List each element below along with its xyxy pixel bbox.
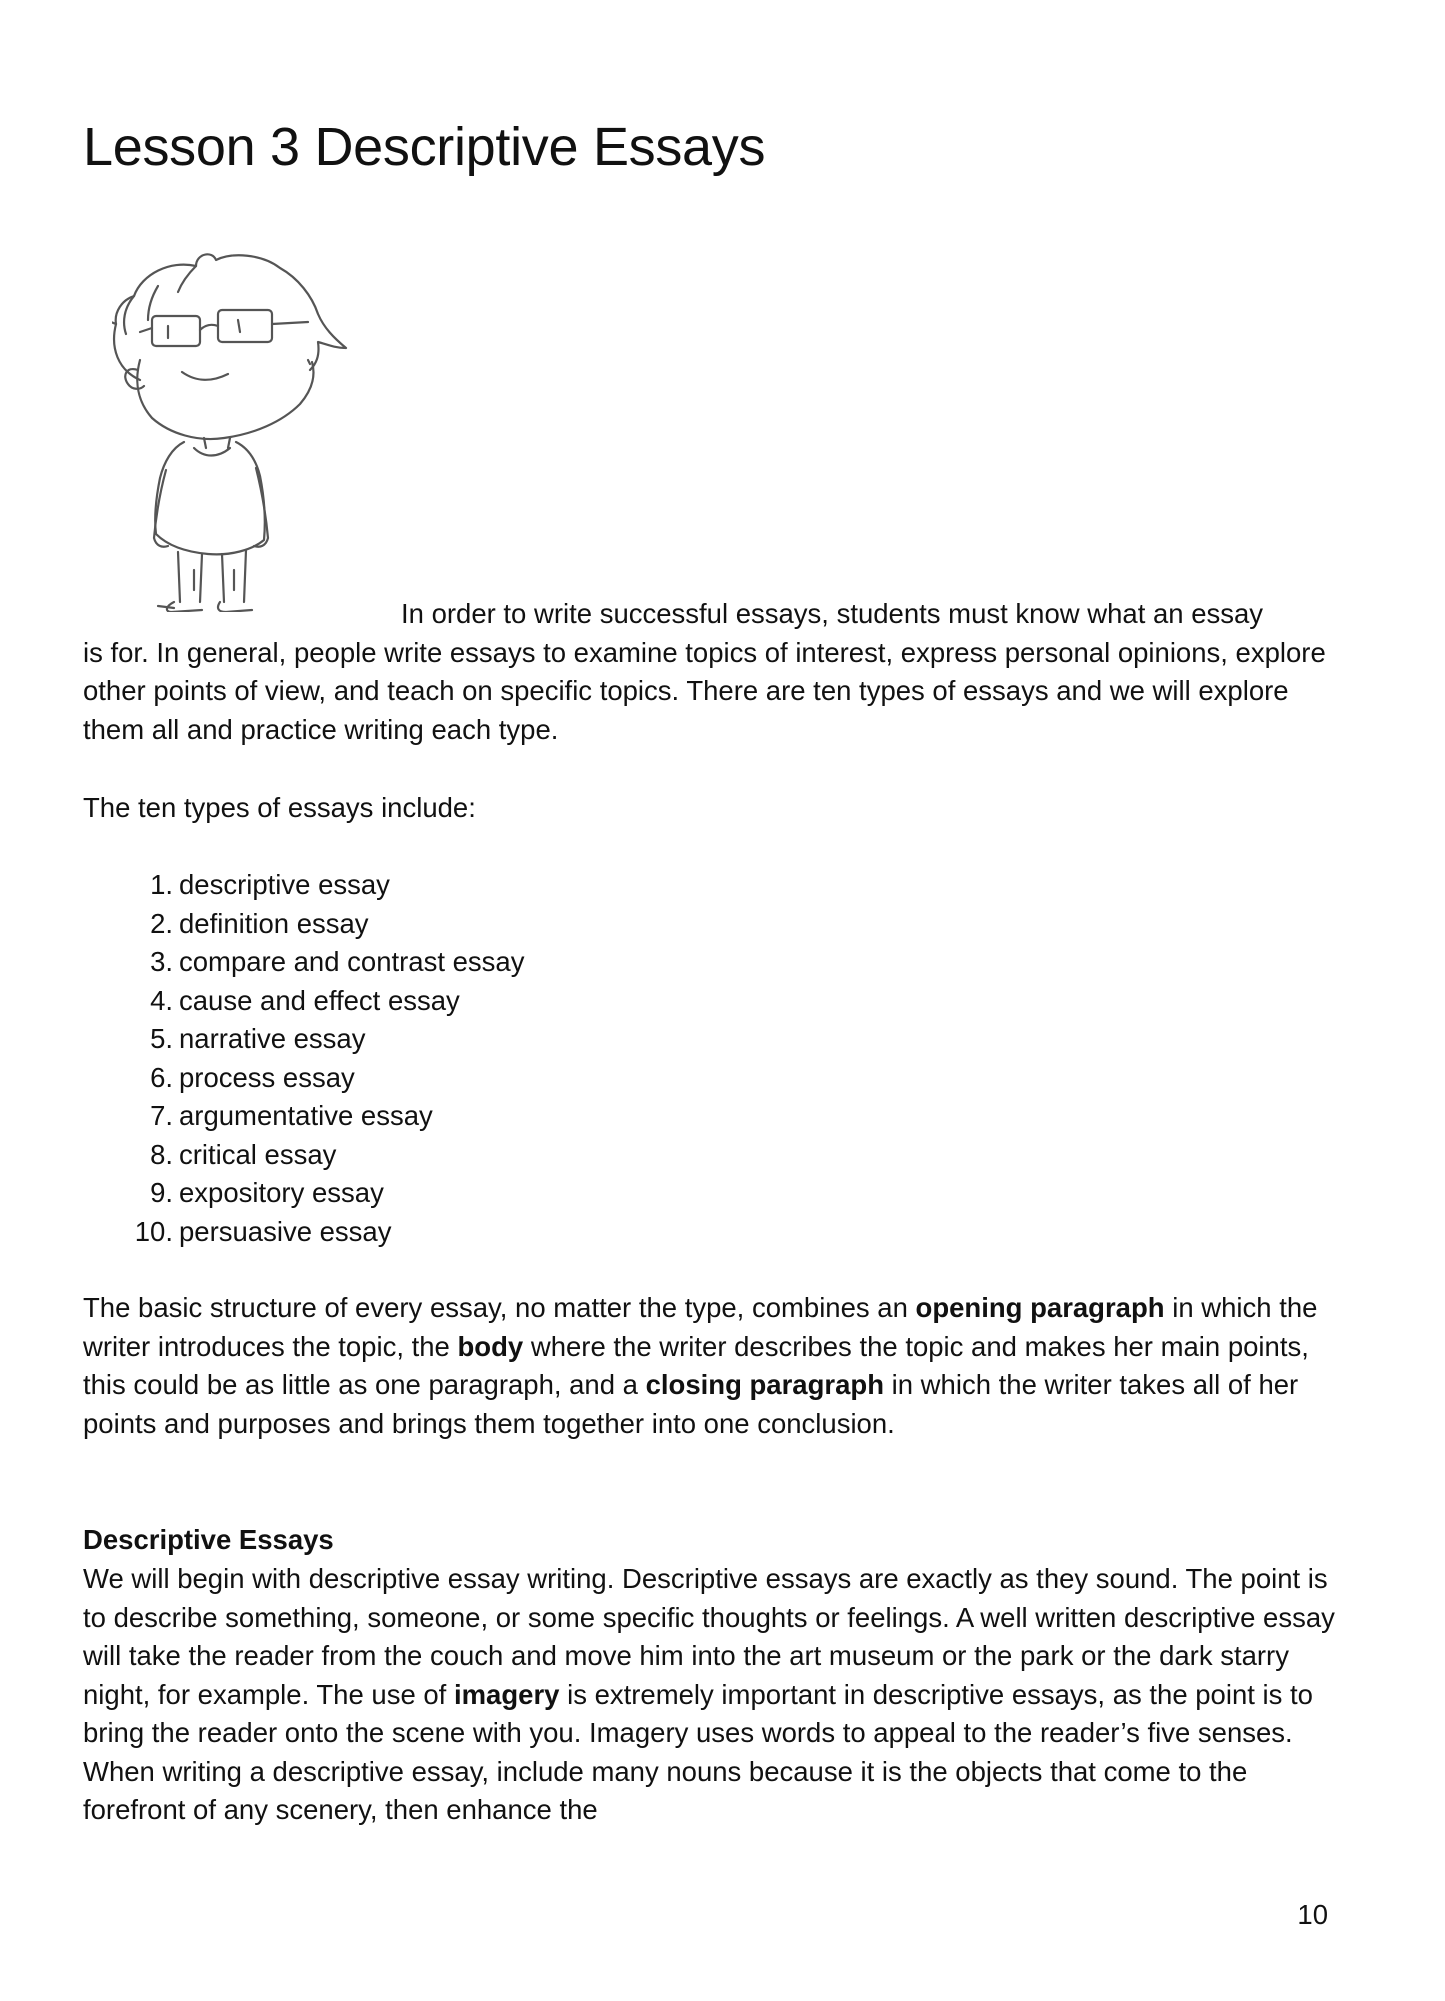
types-intro: The ten types of essays include: xyxy=(83,792,476,823)
structure-paragraph xyxy=(83,1289,1353,1443)
list-item xyxy=(83,1213,524,1252)
list-item-label: cause and effect essay xyxy=(179,984,460,1016)
list-number: 2. xyxy=(150,907,173,939)
boy-sketch-icon xyxy=(112,252,402,612)
list-number: 3. xyxy=(150,946,173,977)
list-number: 9. xyxy=(150,1177,173,1208)
list-number: 6. xyxy=(150,1061,173,1093)
intro-rest: is for. In general, people write essays to examine topics of interest, express personal opinions, explore other points of view, and teach on specific topics. There are ten types of essays and we will explore them all and practice writing each type. xyxy=(83,636,1326,745)
structure-text: in which the writer takes all of her points and purposes and brings them together into one conclusion. xyxy=(83,1369,1299,1439)
list-item-label: compare and contrast essay xyxy=(179,946,525,977)
list-number: 4. xyxy=(150,984,173,1016)
list-item-label: descriptive essay xyxy=(179,869,390,900)
page-title: Lesson 3 Descriptive Essays xyxy=(83,117,766,177)
opening-paragraph-term: opening paragraph xyxy=(915,1292,1165,1323)
descriptive-text: is extremely important in descriptive essays, as the point is to bring the reader onto the scene with you. Imagery uses words to appeal to the reader’s five senses. When writing a descriptive essay, include many nouns because it is the objects that come to the forefront of any scenery, then enhance the xyxy=(83,1678,1313,1825)
essay-types-list xyxy=(83,866,524,1251)
list-item-label: argumentative essay xyxy=(179,1100,433,1131)
list-number: 8. xyxy=(150,1138,173,1170)
list-item xyxy=(83,1174,524,1213)
imagery-term: imagery xyxy=(453,1678,560,1710)
body-term: body xyxy=(457,1330,524,1362)
structure-text: where the writer describes the topic and makes her main points, this could be as little as one paragraph, and a xyxy=(83,1330,1309,1400)
list-number: 10. xyxy=(134,1215,173,1247)
list-number: 1. xyxy=(150,869,173,900)
page-number: 10 xyxy=(1297,1899,1328,1930)
list-item-label: definition essay xyxy=(179,907,369,939)
structure-text: in which the writer introduces the topic, the xyxy=(83,1292,1318,1362)
list-item-label: persuasive essay xyxy=(179,1215,392,1247)
closing-paragraph-term: closing paragraph xyxy=(645,1369,884,1400)
list-item xyxy=(83,1059,524,1098)
list-item xyxy=(83,905,524,944)
intro-paragraph xyxy=(83,595,1353,749)
list-item xyxy=(83,1020,524,1059)
structure-text: The basic structure of every essay, no matter the type, combines an xyxy=(83,1292,916,1323)
list-number: 7. xyxy=(150,1100,173,1131)
list-item-label: critical essay xyxy=(179,1138,337,1170)
list-item xyxy=(83,866,524,905)
list-item-label: process essay xyxy=(179,1061,355,1093)
list-item-label: narrative essay xyxy=(179,1023,366,1054)
descriptive-paragraph xyxy=(83,1560,1353,1830)
section-heading: Descriptive Essays xyxy=(83,1524,334,1555)
list-number: 5. xyxy=(150,1023,173,1054)
list-item xyxy=(83,1136,524,1175)
list-item xyxy=(83,943,524,982)
list-item xyxy=(83,1097,524,1136)
list-item-label: expository essay xyxy=(179,1177,384,1208)
list-item xyxy=(83,982,524,1021)
intro-first-line: In order to write successful essays, students must know what an essay xyxy=(401,598,1264,629)
descriptive-text: We will begin with descriptive essay writing. Descriptive essays are exactly as they sound. The point is to describe something, someone, or some specific thoughts or feelings. A well written descriptive essay will take the reader from the couch and move him into the art museum or the park or the dark starry night, for example. The use of xyxy=(83,1563,1335,1710)
